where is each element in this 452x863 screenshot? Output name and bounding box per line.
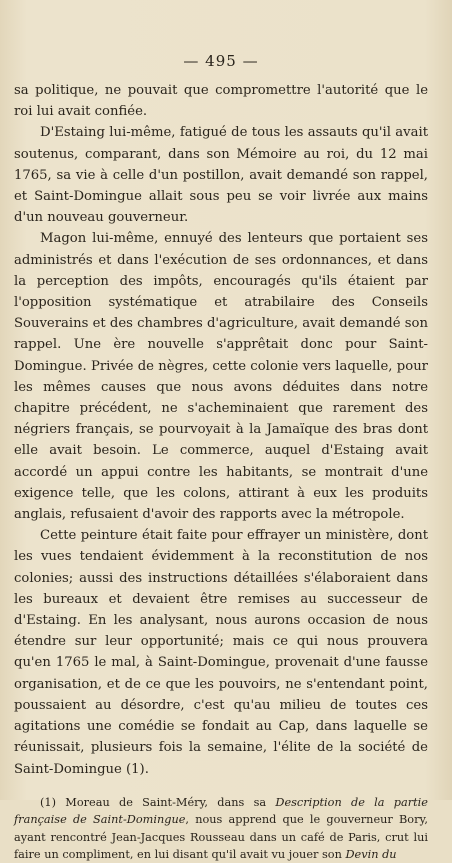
footnote-1 (14, 794, 428, 863)
paragraph-magon: Magon lui-même, ennuyé des lenteurs que portaient ses administrés et dans l'exécution de ses ordonnances, et dans la perception des impôts, encouragés qu'ils étaient par l'opposition systématique et atrabilaire des Conseils Souverains et des chambres d'agriculture, avait demandé son rappel. Une ère nouvelle s'apprêtait donc pour Saint-Domingue. Privée de nègres, cette colonie vers laquelle, pour les mêmes causes que nous avons déduites dans notre chapitre précédent, ne s'acheminaient que rarement des négriers français, se pourvoyait à la Jamaïque des bras dont elle avait besoin. Le commerce, auquel d'Estaing avait accordé un appui contre les habitants, se montrait d'une exigence telle, que les colons, attirant à eux les produits anglais, refusaient d'avoir des rapports avec la métropole. (14, 231, 428, 523)
page-number: — 495 — (183, 52, 259, 70)
paragraph-peinture: Cette peinture était faite pour effrayer un ministère, dont les vues tendaient évidemment à la reconstitution de nos colonies; aussi des instructions détaillées s'élaboraient dans les bureaux et devaient être remises au successeur de d'Estaing. En les analysant, nous aurons occasion de nous étendre sur leur opportunité; mais ce qui nous prouvera qu'en 1765 le mal, à Saint-Domingue, provenait d'une fausse organisation, et de ce que les pouvoirs, ne s'entendant point, poussaient au désordre, c'est qu'au milieu de toutes ces agitations une comédie se fondait au Cap, dans laquelle se réunissait, plusieurs fois la semaine, l'élite de la société de Saint-Domingue (1). (14, 528, 428, 777)
footnote-book-title: Description de la partie française de Saint-Domingue (14, 795, 428, 827)
paragraph-destaing: D'Estaing lui-même, fatigué de tous les assauts qu'il avait soutenus, comparant, dans son Mémoire au roi, du 12 mai 1765, sa vie à celle d'un postillon, avait demandé son rappel, et Saint-Domingue allait sous peu se voir livrée aux mains d'un nouveau gouverneur. (14, 125, 428, 226)
footnote-text-2: , nous apprend que le gouverneur Bory, ayant rencontré Jean-Jacques Rousseau dans un café de Paris, crut lui faire un compliment, en lui disant qu'il avait vu jouer son (14, 813, 428, 861)
footnote-marker: (1) (40, 795, 57, 809)
footnote-opera-title: Devin du (345, 847, 397, 861)
footnotes (14, 794, 428, 863)
paragraph-continuation: sa politique, ne pouvait que compromettre l'autorité que le roi lui avait confiée. (14, 83, 428, 120)
footnote-text-1: Moreau de Saint-Méry, dans sa (56, 795, 276, 809)
body-text (14, 80, 428, 780)
